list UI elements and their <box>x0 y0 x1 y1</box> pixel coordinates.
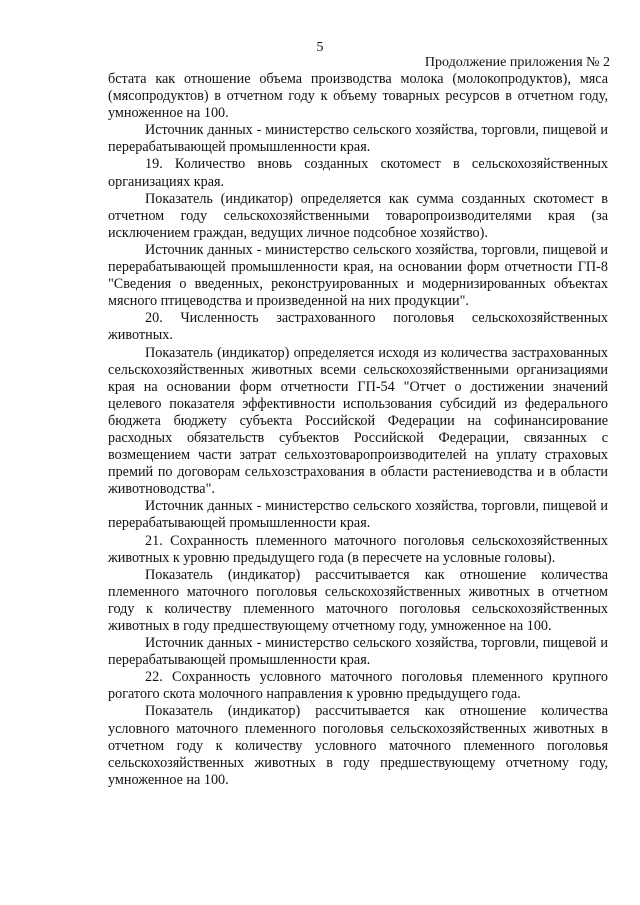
paragraph-item-20-title: 20. Численность застрахованного поголовья сельскохозяйственных животных. <box>108 310 608 344</box>
paragraph-source: Источник данных - министерство сельского хозяйства, торговли, пищевой и перерабатывающей промышленности края. <box>108 122 608 156</box>
paragraph-item-21-indicator: Показатель (индикатор) рассчитывается как отношение количества племенного маточного поголовья сельскохозяйственных животных в отчетном году к количеству племенного маточного поголовья сельскохозяйственных животных в году предшествующему отчетному году, умноженное на 100. <box>108 566 608 634</box>
paragraph-item-20-indicator: Показатель (индикатор) определяется исходя из количества застрахованных сельскохозяйственных животных всеми сельскохозяйственными организациями края на основании форм отчетности ГП-54 "Отчет о достижении значений целевого показателя эффективности использования субсидий из федерального бюджета бюджету субъекта Российской Федерации на софинансирование расходных обязательств субъектов Российской Федерации, связанных с возмещением части затрат сельхозтоваропроизводителей на уплату страховых премий по договорам сельхозстрахования в области растениеводства и в области животноводства". <box>108 344 608 498</box>
appendix-continuation-note: Продолжение приложения № 2 <box>424 55 610 70</box>
page-number: 5 <box>316 40 324 55</box>
paragraph-item-21-source: Источник данных - министерство сельского хозяйства, торговли, пищевой и перерабатывающей промышленности края. <box>108 635 608 669</box>
paragraph-item-22-indicator: Показатель (индикатор) рассчитывается как отношение количества условного маточного племенного поголовья сельскохозяйственных животных в отчетном году к количеству условного маточного племенного поголовья сельскохозяйственных животных в году предшествующему отчетному году, умноженное на 100. <box>108 703 608 788</box>
paragraph-continuation: бстата как отношение объема производства молока (молокопродуктов), мяса (мясопродуктов) в отчетном году к объему товарных ресурсов в отчетном году, умноженное на 100. <box>108 71 608 122</box>
paragraph-item-22-title: 22. Сохранность условного маточного поголовья племенного крупного рогатого скота молочного направления к уровню предыдущего года. <box>108 669 608 703</box>
paragraph-item-19-title: 19. Количество вновь созданных скотомест в сельскохозяйственных организациях края. <box>108 156 608 190</box>
paragraph-item-19-source: Источник данных - министерство сельского хозяйства, торговли, пищевой и перерабатывающей промышленности края, на основании форм отчетности ГП-8 "Сведения о введенных, реконструированных и модернизированных объектах мясного птицеводства и произведенной на них продукции". <box>108 241 608 310</box>
paragraph-item-20-source: Источник данных - министерство сельского хозяйства, торговли, пищевой и перерабатывающей промышленности края. <box>108 498 608 532</box>
paragraph-item-21-title: 21. Сохранность племенного маточного поголовья сельскохозяйственных животных к уровню предыдущего года (в пересчете на условные головы). <box>108 532 608 566</box>
document-body <box>108 71 608 789</box>
paragraph-item-19-indicator: Показатель (индикатор) определяется как сумма созданных скотомест в отчетном году сельскохозяйственными товаропроизводителями края (за исключением граждан, ведущих личное подсобное хозяйство). <box>108 190 608 241</box>
